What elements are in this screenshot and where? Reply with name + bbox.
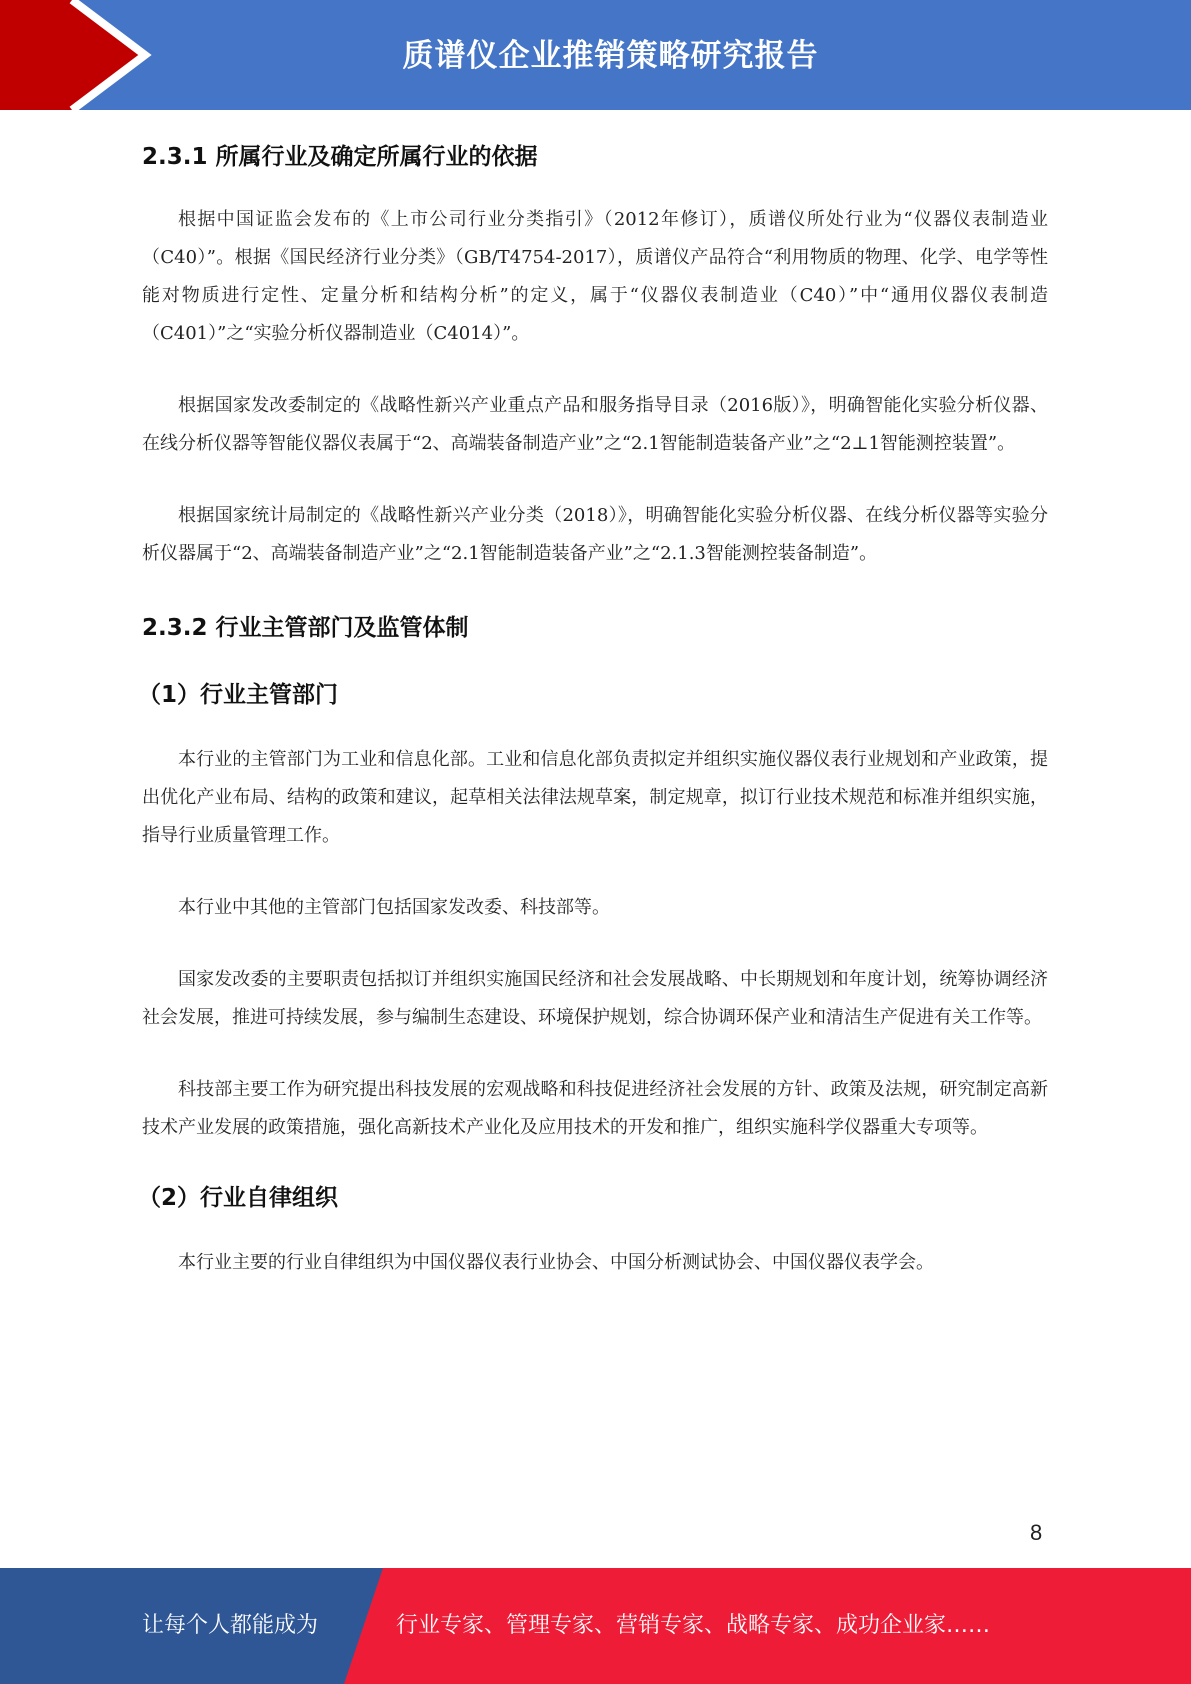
paragraph: 根据国家统计局制定的《战略性新兴产业分类（2018）》，明确智能化实验分析仪器、在线分析仪器等实验分析仪器属于“2、高端装备制造产业”之“2.1智能制造装备产业”之“2.1.3智能测控装备制造”。 bbox=[142, 505, 1048, 564]
footer-slogan-right: 行业专家、管理专家、营销专家、战略专家、成功企业家…… bbox=[396, 1613, 991, 1638]
paragraph: 本行业主要的行业自律组织为中国仪器仪表行业协会、中国分析测试协会、中国仪器仪表学会。 bbox=[178, 1252, 934, 1273]
section-heading: 2.3.1 所属行业及确定所属行业的依据 bbox=[142, 144, 538, 170]
paragraph: 根据国家发改委制定的《战略性新兴产业重点产品和服务指导目录（2016版）》，明确智能化实验分析仪器、在线分析仪器等智能仪器仪表属于“2、高端装备制造产业”之“2.1智能制造装备产业”之“2⊥1智能测控装置”。 bbox=[142, 395, 1048, 454]
page-header bbox=[0, 0, 1191, 110]
paragraph: 科技部主要工作为研究提出科技发展的宏观战略和科技促进经济社会发展的方针、政策及法规，研究制定高新技术产业发展的政策措施，强化高新技术产业化及应用技术的开发和推广，组织实施科学仪器重大专项等。 bbox=[142, 1079, 1048, 1138]
page-number: 8 bbox=[1030, 1520, 1043, 1545]
document-body bbox=[138, 130, 1048, 1282]
paragraph: 根据中国证监会发布的《上市公司行业分类指引》（2012年修订），质谱仪所处行业为“仪器仪表制造业（C40）”。根据《国民经济行业分类》（GB/T4754-2017），质谱仪产品符合“利用物质的物理、化学、电学等性能对物质进行定性、定量分析和结构分析”的定义，属于“仪器仪表制造业（C40）”中“通用仪器仪表制造（C401）”之“实验分析仪器制造业（C4014）”。 bbox=[142, 209, 1048, 344]
paragraph: 本行业的主管部门为工业和信息化部。工业和信息化部负责拟定并组织实施仪器仪表行业规划和产业政策，提出优化产业布局、结构的政策和建议，起草相关法律法规草案，制定规章，拟订行业技术规范和标准并组织实施，指导行业质量管理工作。 bbox=[142, 749, 1048, 846]
section-heading: 2.3.2 行业主管部门及监管体制 bbox=[142, 615, 469, 641]
subsection-heading: （1）行业主管部门 bbox=[138, 682, 339, 708]
page-footer bbox=[0, 1568, 1191, 1684]
footer-slogan-left: 让每个人都能成为 bbox=[142, 1613, 319, 1638]
subsection-heading: （2）行业自律组织 bbox=[138, 1185, 339, 1211]
report-title: 质谱仪企业推销策略研究报告 bbox=[402, 38, 819, 74]
paragraph: 本行业中其他的主管部门包括国家发改委、科技部等。 bbox=[178, 897, 610, 918]
paragraph: 国家发改委的主要职责包括拟订并组织实施国民经济和社会发展战略、中长期规划和年度计划，统筹协调经济社会发展，推进可持续发展，参与编制生态建设、环境保护规划，综合协调环保产业和清洁生产促进有关工作等。 bbox=[142, 969, 1048, 1028]
